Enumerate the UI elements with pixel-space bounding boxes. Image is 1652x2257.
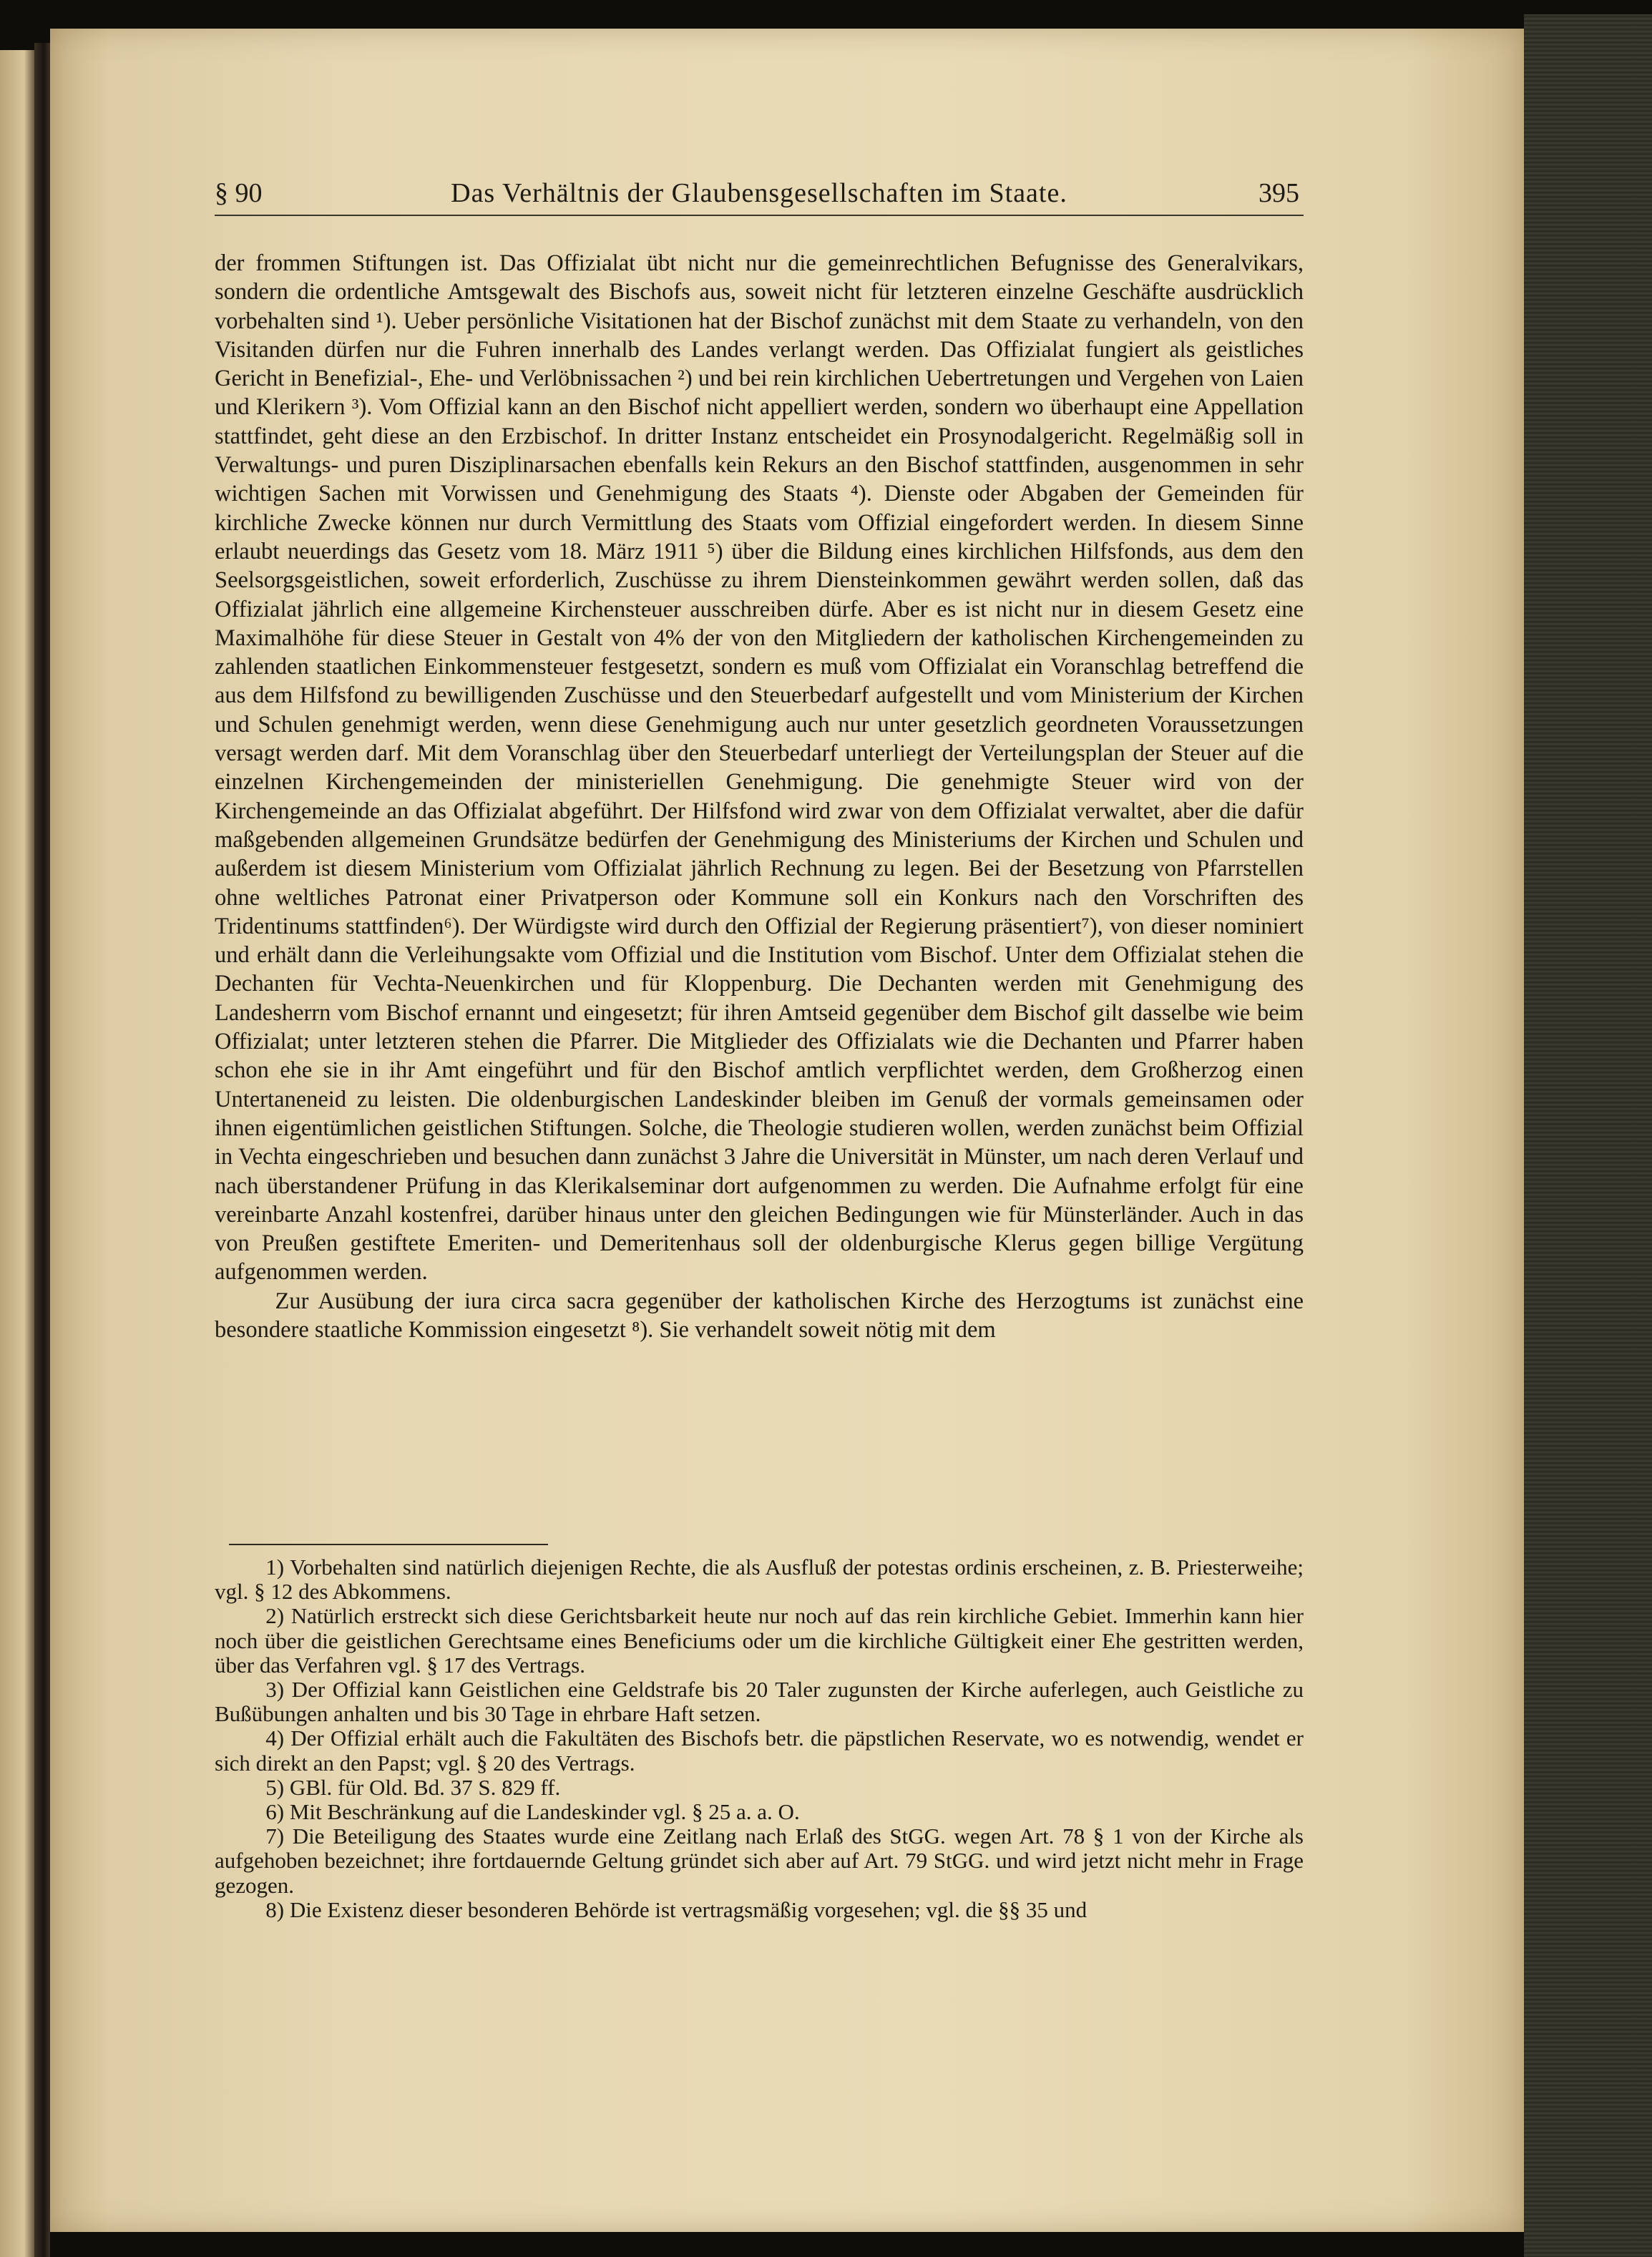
running-header — [215, 172, 1304, 216]
footnote: 3) Der Offizial kann Geistlichen eine Geldstrafe bis 20 Taler zugunsten der Kirche auferlegen, auch Geistliche zu Bußübungen anhalten und bis 30 Tage in ehrbare Haft setzen. — [215, 1677, 1304, 1727]
running-title: Das Verhältnis der Glaubensgesellschaften im Staate. — [451, 178, 1067, 208]
footnote: 7) Die Beteiligung des Staates wurde eine Zeitlang nach Erlaß des StGG. wegen Art. 78 § 1 von der Kirche als aufgehoben bezeichnet; ihre fortdauernde Geltung gründet sich aber auf Art. 79 StGG. und wird jetzt nicht mehr in Frage gezogen. — [215, 1823, 1304, 1898]
footnote: 2) Natürlich erstreckt sich diese Gerichtsbarkeit heute nur noch auf das rein kirchliche Gebiet. Immerhin kann hier noch über die geistlichen Gerechtsame eines Beneficiums oder um die kirchliche Gültigkeit einer Ehe gestritten werden, über das Verfahren vgl. § 17 des Vertrags. — [215, 1603, 1304, 1678]
paragraph: Zur Ausübung der iura circa sacra gegenüber der katholischen Kirche des Herzogtums ist zunächst eine besondere staatliche Kommission eingesetzt ⁸). Sie verhandelt soweit nötig mit dem — [215, 1288, 1304, 1343]
footnote: 4) Der Offizial erhält auch die Fakultäten des Bischofs betr. die päpstlichen Reservate, wo es notwendig, wendet er sich direkt an den Papst; vgl. § 20 des Vertrags. — [215, 1725, 1304, 1776]
paragraph: der frommen Stiftungen ist. Das Offizialat übt nicht nur die gemeinrechtlichen Befugnisse des Generalvikars, sondern die ordentliche Amtsgewalt des Bischofs aus, soweit nicht für letzteren einzelne Geschäfte ausdrücklich vorbehalten sind ¹). Ueber persönliche Visitationen hat der Bischof zunächst mit dem Staate zu verhandeln, von den Visitanden dürfen nur die Fuhren innerhalb des Landes verlangt werden. Das Offizialat fungiert als geistliches Gericht in Benefizial-, Ehe- und Verlöbnissachen ²) und bei rein kirchlichen Uebertretungen und Vergehen von Laien und Klerikern ³). Vom Offizial kann an den Bischof nicht appelliert werden, sondern wo überhaupt eine Appellation stattfindet, geht diese an den Erzbischof. In dritter Instanz entscheidet ein Prosynodalgericht. Regelmäßig soll in Verwaltungs- und puren Disziplinarsachen ebenfalls kein Rekurs an den Bischof stattfinden, ausgenommen in sehr wichtigen Sachen mit Vorwissen und Genehmigung des Staats ⁴). Dienste oder Abgaben der Gemeinden für kirchliche Zwecke können nur durch Vermittlung des Staats vom Offizial eingefordert werden. In diesem Sinne erlaubt neuerdings das Gesetz vom 18. März 1911 ⁵) über die Bildung eines kirchlichen Hilfsfonds, aus dem den Seelsorgsgeistlichen, soweit erforderlich, Zuschüsse zu ihrem Diensteinkommen gewährt werden sollen, daß das Offizialat jährlich eine allgemeine Kirchensteuer ausschreiben dürfe. Aber es ist nicht nur in diesem Gesetz eine Maximalhöhe für diese Steuer in Gestalt von 4% der von den Mitgliedern der katholischen Kirchengemeinden zu zahlenden staatlichen Einkommensteuer festgesetzt, sondern es muß vom Offizialat ein Voranschlag betreffend die aus dem Hilfsfond zu bewilligenden Zuschüsse und den Steuerbedarf aufgestellt und vom Ministerium der Kirchen und Schulen genehmigt werden, wenn diese Genehmigung auch nur unter gesetzlich geordneten Voraussetzungen versagt werden darf. Mit dem Voranschlag über den Steuerbedarf unterliegt der Verteilungsplan der Steuer auf die einzelnen Kirchengemeinden der ministeriellen Genehmigung. Die genehmigte Steuer wird von der Kirchengemeinde an das Offizialat abgeführt. Der Hilfsfond wird zwar von dem Offizialat verwaltet, aber die dafür maßgebenden allgemeinen Grundsätze bedürfen der Genehmigung des Ministeriums der Kirchen und Schulen und außerdem ist diesem Ministerium vom Offizialat jährlich Rechnung zu legen. Bei der Besetzung von Pfarrstellen ohne weltliches Patronat einer Privatperson oder Kommune soll ein Konkurs nach den Vorschriften des Tridentinums stattfinden⁶). Der Würdigste wird durch den Offizial der Regierung präsentiert⁷), von dieser nominiert und erhält dann die Verleihungsakte vom Offizial und die Institution vom Bischof. Unter dem Offizialat stehen die Dechanten für Vechta-Neuenkirchen und für Kloppenburg. Die Dechanten werden mit Genehmigung des Landesherrn vom Bischof ernannt und eingesetzt; für ihren Amtseid gegenüber dem Bischof gilt dasselbe wie beim Offizialat; unter letzteren stehen die Pfarrer. Die Mitglieder des Offizialats wie die Dechanten und Pfarrer haben schon ehe sie in ihr Amt eingeführt und für den Bischof amtlich verpflichtet werden, dem Großherzog einen Untertaneneid zu leisten. Die oldenburgischen Landeskinder bleiben im Genuß der vormals gemeinsamen oder ihnen eigentümlichen geistlichen Stiftungen. Solche, die Theologie studieren wollen, werden zunächst beim Offizial in Vechta eingeschrieben und besuchen dann zunächst 3 Jahre die Universität in Münster, um nach deren Verlauf und nach überstandener Prüfung in das Klerikalseminar dort aufgenommen zu werden. Die Aufnahme erfolgt für eine vereinbarte Anzahl kostenfrei, darüber hinaus unter den gleichen Bedingungen wie für Münsterländer. Auch in das von Preußen gestiftete Emeriten- und Demeritenhaus soll der oldenburgische Klerus gegen billige Vergütung aufgenommen werden. — [215, 250, 1304, 1286]
footnote: 5) GBl. für Old. Bd. 37 S. 829 ff. — [265, 1774, 561, 1800]
page-number: 395 — [1258, 178, 1299, 208]
footnote: 1) Vorbehalten sind natürlich diejenigen Rechte, die als Ausfluß der potestas ordinis erscheinen, z. B. Priesterweihe; vgl. § 12 des Abkommens. — [215, 1555, 1304, 1605]
section-number: § 90 — [215, 178, 263, 208]
main-text — [215, 249, 1304, 1344]
book-binding-edge — [1524, 14, 1652, 2257]
footnote-separator — [229, 1544, 548, 1545]
book-gutter — [34, 43, 50, 2257]
footnote: 6) Mit Beschränkung auf die Landeskinder vgl. § 25 a. a. O. — [265, 1799, 800, 1825]
footnotes — [215, 1555, 1304, 1922]
footnote: 8) Die Existenz dieser besonderen Behörde ist vertragsmäßig vorgesehen; vgl. die §§ 35 und — [265, 1896, 1088, 1922]
facing-page-edge — [0, 50, 34, 2257]
